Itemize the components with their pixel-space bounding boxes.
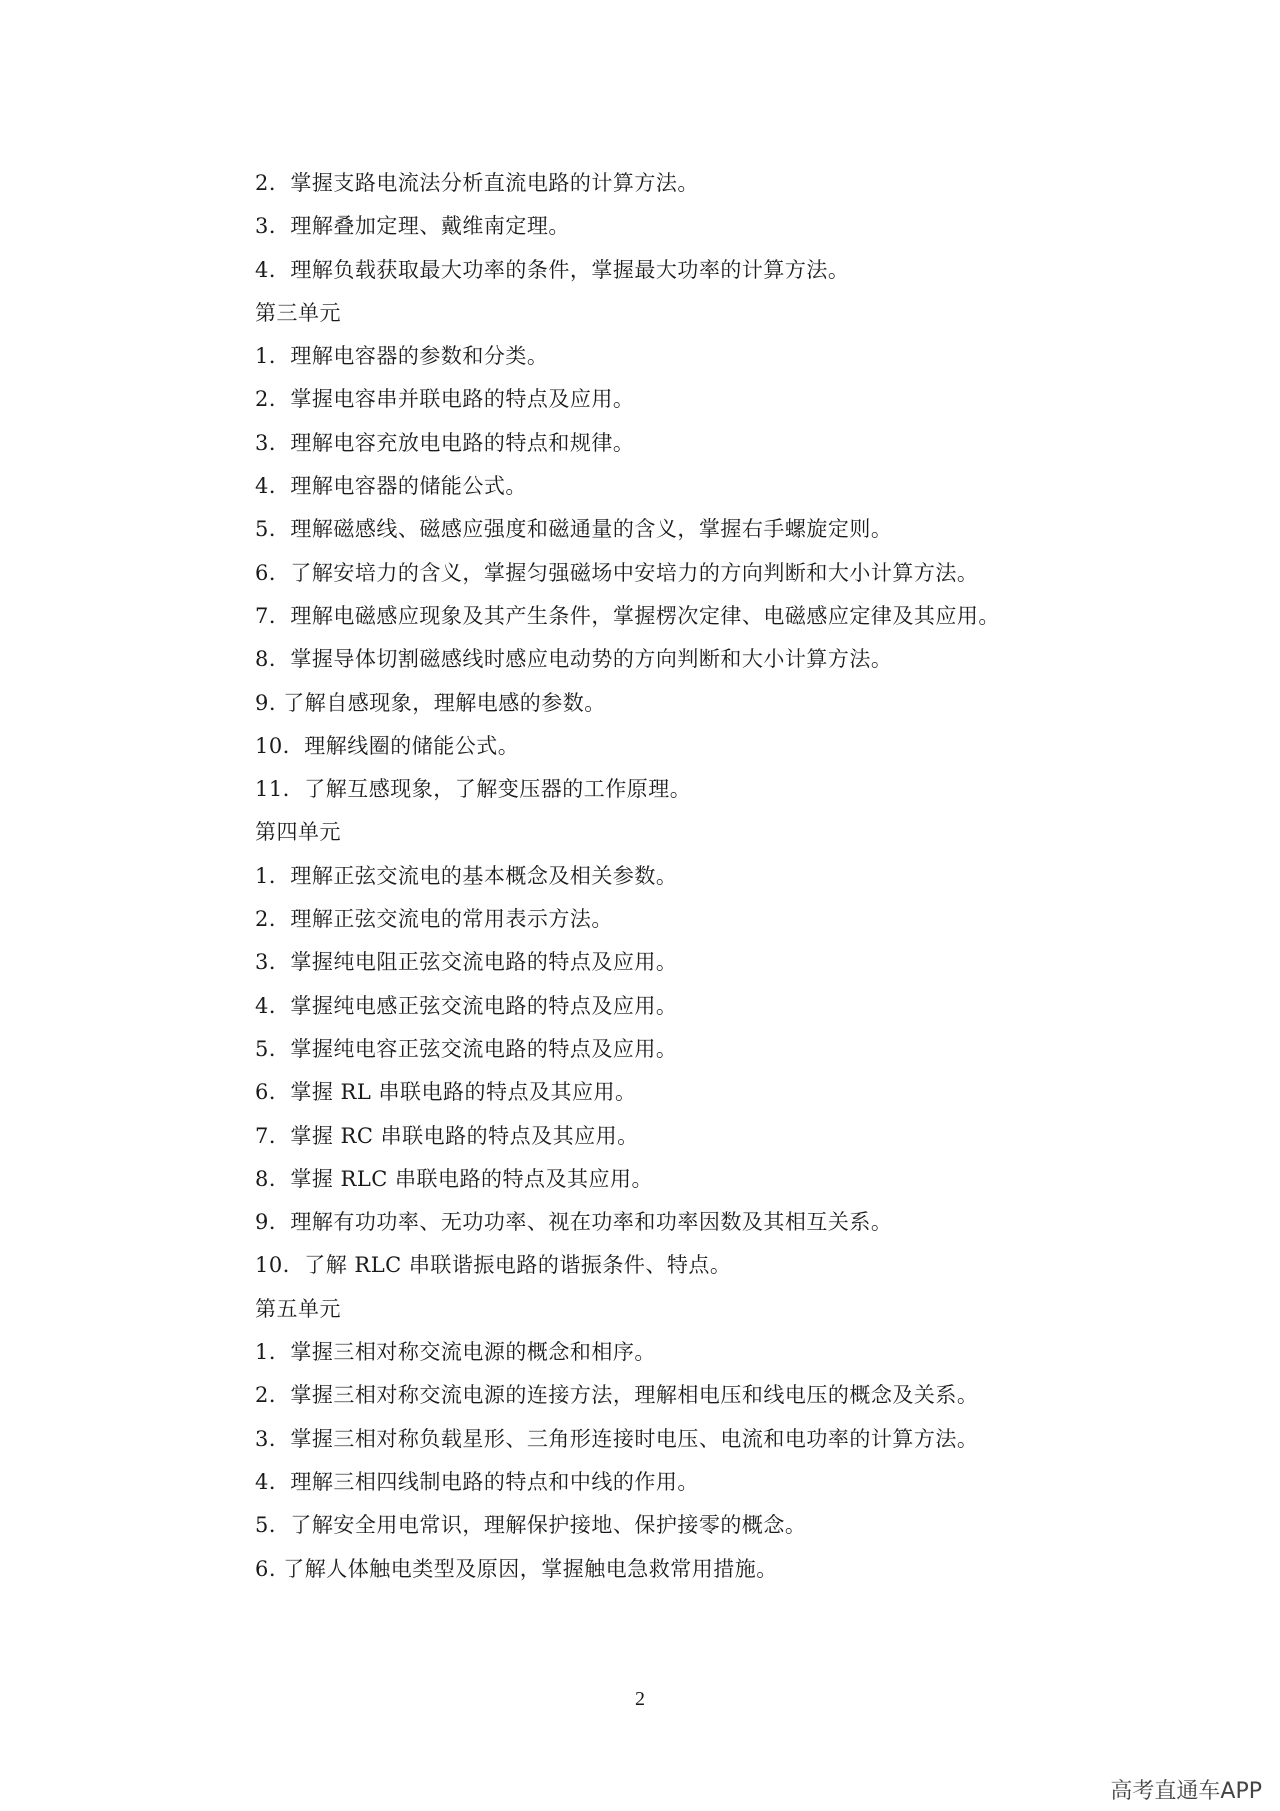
doc-line: 7．理解电磁感应现象及其产生条件，掌握楞次定律、电磁感应定律及其应用。 bbox=[255, 603, 1000, 628]
doc-line: 1．理解正弦交流电的基本概念及相关参数。 bbox=[255, 863, 678, 888]
doc-line: 5．掌握纯电容正弦交流电路的特点及应用。 bbox=[255, 1036, 678, 1061]
doc-line: 6. 了解人体触电类型及原因，掌握触电急救常用措施。 bbox=[255, 1556, 778, 1581]
doc-line: 4．理解电容器的储能公式。 bbox=[255, 474, 527, 499]
page-number: 2 bbox=[635, 1688, 645, 1710]
doc-line: 8．掌握 RLC 串联电路的特点及其应用。 bbox=[255, 1166, 654, 1191]
doc-line: 10．了解 RLC 串联谐振电路的谐振条件、特点。 bbox=[255, 1253, 732, 1278]
doc-line: 9．理解有功功率、无功功率、视在功率和功率因数及其相互关系。 bbox=[255, 1210, 893, 1235]
doc-line: 4．理解三相四线制电路的特点和中线的作用。 bbox=[255, 1469, 699, 1494]
doc-line: 4．掌握纯电感正弦交流电路的特点及应用。 bbox=[255, 993, 678, 1018]
section-heading: 第五单元 bbox=[255, 1296, 341, 1321]
doc-line: 7．掌握 RC 串联电路的特点及其应用。 bbox=[255, 1123, 639, 1148]
doc-line: 2．理解正弦交流电的常用表示方法。 bbox=[255, 907, 613, 932]
section-heading: 第三单元 bbox=[255, 300, 341, 325]
doc-line: 9. 了解自感现象，理解电感的参数。 bbox=[255, 690, 606, 715]
doc-line: 2．掌握电容串并联电路的特点及应用。 bbox=[255, 387, 635, 412]
doc-line: 5．理解磁感线、磁感应强度和磁通量的含义，掌握右手螺旋定则。 bbox=[255, 517, 893, 542]
doc-line: 8．掌握导体切割磁感线时感应电动势的方向判断和大小计算方法。 bbox=[255, 647, 893, 672]
section-heading: 第四单元 bbox=[255, 820, 341, 845]
document-body bbox=[255, 162, 1155, 1591]
doc-line: 3．理解叠加定理、戴维南定理。 bbox=[255, 214, 570, 239]
doc-line: 6．了解安培力的含义，掌握匀强磁场中安培力的方向判断和大小计算方法。 bbox=[255, 560, 979, 585]
doc-line: 1．掌握三相对称交流电源的概念和相序。 bbox=[255, 1340, 656, 1365]
doc-line: 3．理解电容充放电电路的特点和规律。 bbox=[255, 430, 635, 455]
watermark: 高考直通车APP bbox=[1110, 1779, 1262, 1804]
doc-line: 4．理解负载获取最大功率的条件，掌握最大功率的计算方法。 bbox=[255, 257, 850, 282]
doc-line: 3．掌握纯电阻正弦交流电路的特点及应用。 bbox=[255, 950, 678, 975]
doc-line: 2．掌握三相对称交流电源的连接方法，理解相电压和线电压的概念及关系。 bbox=[255, 1383, 979, 1408]
doc-line: 11．了解互感现象，了解变压器的工作原理。 bbox=[255, 777, 692, 802]
doc-line: 2．掌握支路电流法分析直流电路的计算方法。 bbox=[255, 171, 699, 195]
doc-line: 6．掌握 RL 串联电路的特点及其应用。 bbox=[255, 1080, 637, 1105]
doc-line: 10．理解线圈的储能公式。 bbox=[255, 733, 520, 758]
doc-line: 3．掌握三相对称负载星形、三角形连接时电压、电流和电功率的计算方法。 bbox=[255, 1426, 979, 1451]
doc-line: 5．了解安全用电常识，理解保护接地、保护接零的概念。 bbox=[255, 1513, 807, 1538]
doc-line: 1．理解电容器的参数和分类。 bbox=[255, 344, 549, 369]
